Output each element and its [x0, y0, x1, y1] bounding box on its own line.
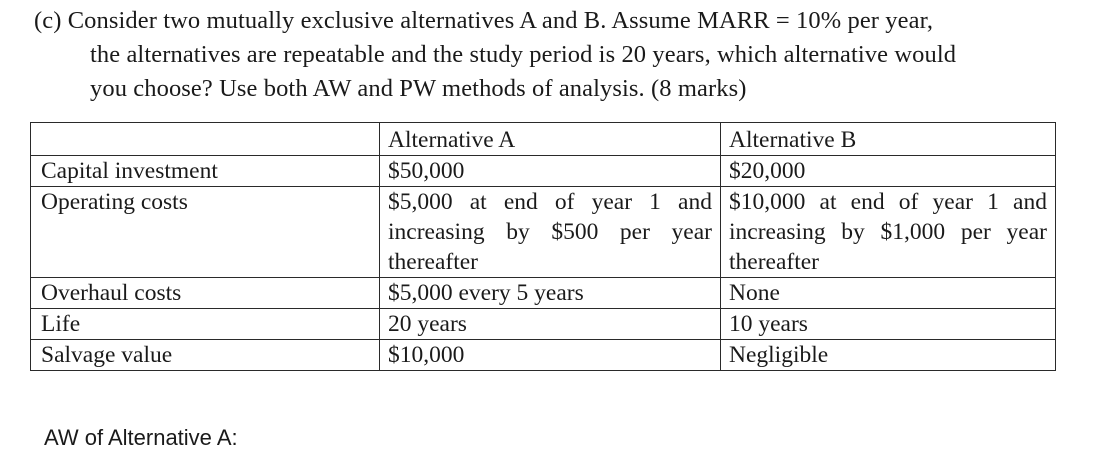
question-text — [34, 4, 1074, 106]
table-header-row — [31, 123, 1056, 156]
operating-costs-a: $5,000 at end of year 1 and increasing by $500 per year thereafter — [380, 187, 721, 278]
salvage-value-b: Negligible — [721, 340, 1056, 371]
row-label-overhaul-costs: Overhaul costs — [31, 278, 380, 309]
row-label-operating-costs: Operating costs — [31, 187, 380, 278]
capital-investment-a: $50,000 — [380, 156, 721, 187]
table-row — [31, 187, 1056, 278]
salvage-value-a: $10,000 — [380, 340, 721, 371]
table-row — [31, 340, 1056, 371]
question-line-2: the alternatives are repeatable and the study period is 20 years, which alternative would — [90, 41, 957, 68]
overhaul-costs-b: None — [721, 278, 1056, 309]
question-line-3: you choose? Use both AW and PW methods of analysis. (8 marks) — [90, 75, 747, 102]
overhaul-costs-a: $5,000 every 5 years — [380, 278, 721, 309]
operating-costs-b: $10,000 at end of year 1 and increasing by $1,000 per year thereafter — [721, 187, 1056, 278]
table-row — [31, 309, 1056, 340]
alternatives-table — [30, 122, 1056, 371]
row-label-salvage-value: Salvage value — [31, 340, 380, 371]
life-a: 20 years — [380, 309, 721, 340]
life-b: 10 years — [721, 309, 1056, 340]
question-line-1: (c) Consider two mutually exclusive alternatives A and B. Assume MARR = 10% per year, — [34, 7, 934, 34]
table-row — [31, 278, 1056, 309]
capital-investment-b: $20,000 — [721, 156, 1056, 187]
row-label-capital-investment: Capital investment — [31, 156, 380, 187]
header-label-cell — [31, 123, 380, 156]
header-alternative-a: Alternative A — [380, 123, 721, 156]
table-row — [31, 156, 1056, 187]
aw-alternative-a-label: AW of Alternative A: — [44, 425, 238, 450]
row-label-life: Life — [31, 309, 380, 340]
header-alternative-b: Alternative B — [721, 123, 1056, 156]
